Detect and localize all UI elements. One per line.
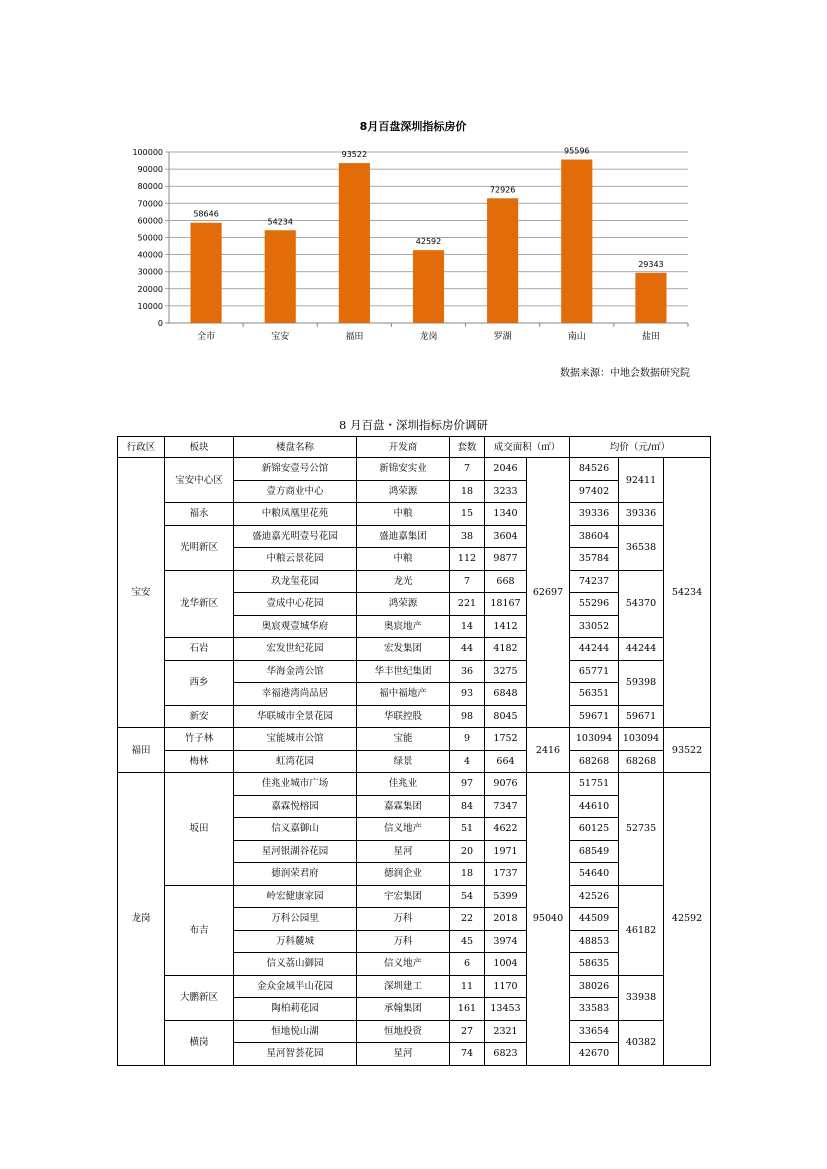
header-avg-price: 均价（元/㎡） — [570, 437, 711, 458]
project-cell: 万科公园里 — [234, 908, 357, 931]
price-table — [117, 436, 711, 1066]
project-cell: 壹方商业中心 — [234, 480, 357, 503]
price-cell: 97402 — [570, 480, 619, 503]
price-cell: 54640 — [570, 863, 619, 886]
units-cell: 18 — [450, 863, 485, 886]
chart-data-label: 95596 — [564, 146, 590, 156]
project-cell: 宝能城市公馆 — [234, 728, 357, 751]
district-area-total-cell: 2416 — [527, 728, 570, 773]
chart-bars — [191, 147, 667, 323]
price-cell: 39336 — [570, 503, 619, 526]
chart-bar — [413, 250, 444, 323]
district-avg-cell: 42592 — [664, 773, 711, 1066]
project-cell: 华联城市全景花园 — [234, 705, 357, 728]
block-avg-cell: 92411 — [619, 458, 664, 503]
area-cell: 1340 — [485, 503, 527, 526]
developer-cell: 鸿荣源 — [357, 593, 450, 616]
chart-x-tick-label: 罗湖 — [493, 332, 512, 342]
bar-chart — [118, 110, 718, 385]
block-cell: 新安 — [165, 705, 234, 728]
project-cell: 万科麓城 — [234, 930, 357, 953]
developer-cell: 宇宏集团 — [357, 885, 450, 908]
units-cell: 161 — [450, 998, 485, 1021]
price-cell: 35784 — [570, 548, 619, 571]
units-cell: 93 — [450, 683, 485, 706]
table-row — [118, 570, 711, 593]
block-cell: 西乡 — [165, 660, 234, 705]
area-cell: 4622 — [485, 818, 527, 841]
units-cell: 54 — [450, 885, 485, 908]
header-units: 套数 — [450, 437, 485, 458]
chart-y-tick-label: 10000 — [137, 301, 163, 311]
block-cell: 横岗 — [165, 1020, 234, 1065]
project-cell: 新锦安壹号公馆 — [234, 458, 357, 481]
district-cell: 宝安 — [118, 458, 165, 728]
block-avg-cell: 39336 — [619, 503, 664, 526]
area-cell: 6848 — [485, 683, 527, 706]
price-cell: 65771 — [570, 660, 619, 683]
units-cell: 4 — [450, 750, 485, 773]
developer-cell: 信义地产 — [357, 953, 450, 976]
project-cell: 壹成中心花园 — [234, 593, 357, 616]
developer-cell: 万科 — [357, 930, 450, 953]
chart-y-tick-label: 70000 — [137, 199, 163, 209]
table-row — [118, 728, 711, 751]
area-cell: 5399 — [485, 885, 527, 908]
area-cell: 2018 — [485, 908, 527, 931]
chart-data-label: 58646 — [193, 209, 219, 219]
project-cell: 盛迪嘉光明壹号花园 — [234, 525, 357, 548]
developer-cell: 信义地产 — [357, 818, 450, 841]
chart-x-tick-label: 宝安 — [271, 332, 290, 342]
area-cell: 9877 — [485, 548, 527, 571]
data-source-note: 数据来源：中地会数据研究院 — [560, 368, 690, 379]
area-cell: 4182 — [485, 638, 527, 661]
price-cell: 59671 — [570, 705, 619, 728]
area-cell: 3974 — [485, 930, 527, 953]
header-developer: 开发商 — [357, 437, 450, 458]
developer-cell: 恒地投资 — [357, 1020, 450, 1043]
chart-x-tick-label: 盐田 — [641, 332, 660, 342]
chart-svg — [118, 110, 718, 385]
developer-cell: 盛迪嘉集团 — [357, 525, 450, 548]
units-cell: 38 — [450, 525, 485, 548]
developer-cell: 华联控股 — [357, 705, 450, 728]
price-cell: 38604 — [570, 525, 619, 548]
chart-bar — [339, 163, 370, 323]
table-row — [118, 750, 711, 773]
table-row — [118, 638, 711, 661]
chart-bar — [191, 223, 222, 323]
area-cell: 2321 — [485, 1020, 527, 1043]
units-cell: 18 — [450, 480, 485, 503]
area-cell: 1971 — [485, 840, 527, 863]
developer-cell: 龙光 — [357, 570, 450, 593]
price-cell: 51751 — [570, 773, 619, 796]
project-cell: 金众金域半山花园 — [234, 975, 357, 998]
units-cell: 74 — [450, 1043, 485, 1066]
chart-x-tick-label: 南山 — [567, 332, 586, 342]
area-cell: 1737 — [485, 863, 527, 886]
units-cell: 84 — [450, 795, 485, 818]
price-cell: 56351 — [570, 683, 619, 706]
area-cell: 1170 — [485, 975, 527, 998]
block-cell: 布吉 — [165, 885, 234, 975]
project-cell: 信义荔山御园 — [234, 953, 357, 976]
chart-y-tick-label: 20000 — [137, 284, 163, 294]
units-cell: 22 — [450, 908, 485, 931]
block-avg-cell: 36538 — [619, 525, 664, 570]
area-cell: 664 — [485, 750, 527, 773]
units-cell: 15 — [450, 503, 485, 526]
area-cell: 1752 — [485, 728, 527, 751]
developer-cell: 华丰世纪集团 — [357, 660, 450, 683]
chart-y-tick-label: 100000 — [132, 148, 163, 157]
header-project: 楼盘名称 — [234, 437, 357, 458]
block-cell: 石岩 — [165, 638, 234, 661]
units-cell: 11 — [450, 975, 485, 998]
area-cell: 3275 — [485, 660, 527, 683]
chart-y-tick-label: 30000 — [137, 267, 163, 277]
area-cell: 1412 — [485, 615, 527, 638]
chart-x-tick-label: 龙岗 — [419, 332, 438, 342]
chart-y-tick-label: 0 — [157, 319, 163, 328]
price-cell: 33654 — [570, 1020, 619, 1043]
developer-cell: 万科 — [357, 908, 450, 931]
price-cell: 103094 — [570, 728, 619, 751]
block-cell: 宝安中心区 — [165, 458, 234, 503]
block-avg-cell: 40382 — [619, 1020, 664, 1065]
block-avg-cell: 44244 — [619, 638, 664, 661]
units-cell: 9 — [450, 728, 485, 751]
district-cell: 龙岗 — [118, 773, 165, 1066]
units-cell: 221 — [450, 593, 485, 616]
chart-bar — [265, 230, 296, 323]
block-avg-cell: 52735 — [619, 773, 664, 886]
block-cell: 光明新区 — [165, 525, 234, 570]
price-cell: 84526 — [570, 458, 619, 481]
price-cell: 44610 — [570, 795, 619, 818]
units-cell: 7 — [450, 570, 485, 593]
district-avg-cell: 93522 — [664, 728, 711, 773]
block-avg-cell: 59398 — [619, 660, 664, 705]
units-cell: 98 — [450, 705, 485, 728]
project-cell: 幸福港湾尚品居 — [234, 683, 357, 706]
block-cell: 梅林 — [165, 750, 234, 773]
table-row — [118, 458, 711, 481]
chart-bar — [635, 273, 666, 323]
block-avg-cell: 68268 — [619, 750, 664, 773]
price-cell: 74237 — [570, 570, 619, 593]
developer-cell: 中粮 — [357, 548, 450, 571]
chart-x-tick-label: 福田 — [345, 332, 364, 342]
area-cell: 1004 — [485, 953, 527, 976]
developer-cell: 深圳建工 — [357, 975, 450, 998]
developer-cell: 星河 — [357, 1043, 450, 1066]
chart-y-tick-label: 50000 — [137, 233, 163, 243]
price-cell: 68549 — [570, 840, 619, 863]
district-avg-cell: 54234 — [664, 458, 711, 728]
units-cell: 6 — [450, 953, 485, 976]
developer-cell: 鸿荣源 — [357, 480, 450, 503]
project-cell: 中粮凤凰里花苑 — [234, 503, 357, 526]
developer-cell: 绿景 — [357, 750, 450, 773]
chart-x-ticks — [197, 330, 660, 342]
project-cell: 奥宸观壹城华府 — [234, 615, 357, 638]
project-cell: 嘉霖悦榕园 — [234, 795, 357, 818]
project-cell: 中粮云景花园 — [234, 548, 357, 571]
units-cell: 14 — [450, 615, 485, 638]
table-row — [118, 503, 711, 526]
project-cell: 华海金湾公馆 — [234, 660, 357, 683]
area-cell: 9076 — [485, 773, 527, 796]
price-cell: 48853 — [570, 930, 619, 953]
area-cell: 7347 — [485, 795, 527, 818]
price-cell: 68268 — [570, 750, 619, 773]
block-cell: 龙华新区 — [165, 570, 234, 638]
chart-title: 8月百盘深圳指标房价 — [359, 120, 467, 133]
project-cell: 恒地悦山湖 — [234, 1020, 357, 1043]
chart-y-tick-label: 90000 — [137, 165, 163, 175]
chart-data-label: 54234 — [267, 217, 293, 227]
table-row — [118, 885, 711, 908]
area-cell: 668 — [485, 570, 527, 593]
units-cell: 112 — [450, 548, 485, 571]
developer-cell: 奥宸地产 — [357, 615, 450, 638]
price-cell: 42526 — [570, 885, 619, 908]
price-cell: 33052 — [570, 615, 619, 638]
project-cell: 宏发世纪花园 — [234, 638, 357, 661]
block-avg-cell: 46182 — [619, 885, 664, 975]
block-avg-cell: 103094 — [619, 728, 664, 751]
chart-y-tick-label: 40000 — [137, 250, 163, 260]
block-cell: 福永 — [165, 503, 234, 526]
project-cell: 佳兆业城市广场 — [234, 773, 357, 796]
developer-cell: 福中福地产 — [357, 683, 450, 706]
developer-cell: 德润企业 — [357, 863, 450, 886]
chart-data-label: 93522 — [341, 150, 368, 160]
table-row — [118, 1020, 711, 1043]
area-cell: 2046 — [485, 458, 527, 481]
chart-x-tick-label: 全市 — [197, 332, 216, 342]
developer-cell: 新锦安实业 — [357, 458, 450, 481]
header-block: 板块 — [165, 437, 234, 458]
area-cell: 13453 — [485, 998, 527, 1021]
project-cell: 星河智荟花园 — [234, 1043, 357, 1066]
chart-y-ticks — [132, 148, 163, 328]
project-cell: 德润荣君府 — [234, 863, 357, 886]
block-avg-cell: 54370 — [619, 570, 664, 638]
units-cell: 27 — [450, 1020, 485, 1043]
district-area-total-cell: 95040 — [527, 773, 570, 1066]
developer-cell: 宏发集团 — [357, 638, 450, 661]
chart-y-tick-label: 60000 — [137, 216, 163, 226]
project-cell: 虹湾花园 — [234, 750, 357, 773]
developer-cell: 承翰集团 — [357, 998, 450, 1021]
units-cell: 7 — [450, 458, 485, 481]
developer-cell: 嘉霖集团 — [357, 795, 450, 818]
units-cell: 20 — [450, 840, 485, 863]
chart-bar — [487, 198, 518, 323]
table-row — [118, 705, 711, 728]
table-row — [118, 975, 711, 998]
table-row — [118, 660, 711, 683]
block-cell: 大鹏新区 — [165, 975, 234, 1020]
price-cell: 58635 — [570, 953, 619, 976]
price-cell: 60125 — [570, 818, 619, 841]
chart-data-label: 72926 — [489, 185, 516, 195]
project-cell: 信义嘉御山 — [234, 818, 357, 841]
project-cell: 星河银湖谷花园 — [234, 840, 357, 863]
project-cell: 玖龙玺花园 — [234, 570, 357, 593]
chart-data-label: 42592 — [415, 237, 442, 247]
block-cell: 竹子林 — [165, 728, 234, 751]
table-row — [118, 773, 711, 796]
chart-y-tick-label: 80000 — [137, 182, 163, 192]
header-area: 成交面积（㎡） — [485, 437, 570, 458]
table-body — [118, 458, 711, 1066]
table-title: 8 月百盘・深圳指标房价调研 — [339, 418, 488, 432]
price-cell: 55296 — [570, 593, 619, 616]
units-cell: 97 — [450, 773, 485, 796]
project-cell: 岭宏健康家园 — [234, 885, 357, 908]
units-cell: 51 — [450, 818, 485, 841]
area-cell: 3233 — [485, 480, 527, 503]
district-area-total-cell: 62697 — [527, 458, 570, 728]
block-avg-cell: 59671 — [619, 705, 664, 728]
developer-cell: 星河 — [357, 840, 450, 863]
price-cell: 44509 — [570, 908, 619, 931]
chart-data-label: 29343 — [638, 259, 664, 269]
table-header-row — [118, 437, 711, 458]
district-cell: 福田 — [118, 728, 165, 773]
header-district: 行政区 — [118, 437, 165, 458]
area-cell: 6823 — [485, 1043, 527, 1066]
units-cell: 36 — [450, 660, 485, 683]
chart-bar — [561, 160, 592, 323]
units-cell: 44 — [450, 638, 485, 661]
area-cell: 3604 — [485, 525, 527, 548]
price-cell: 33583 — [570, 998, 619, 1021]
table-row — [118, 525, 711, 548]
price-cell: 38026 — [570, 975, 619, 998]
price-cell: 42670 — [570, 1043, 619, 1066]
developer-cell: 中粮 — [357, 503, 450, 526]
block-cell: 坂田 — [165, 773, 234, 886]
area-cell: 8045 — [485, 705, 527, 728]
developer-cell: 佳兆业 — [357, 773, 450, 796]
area-cell: 18167 — [485, 593, 527, 616]
units-cell: 45 — [450, 930, 485, 953]
block-avg-cell: 33938 — [619, 975, 664, 1020]
project-cell: 陶柏莉花园 — [234, 998, 357, 1021]
developer-cell: 宝能 — [357, 728, 450, 751]
price-cell: 44244 — [570, 638, 619, 661]
